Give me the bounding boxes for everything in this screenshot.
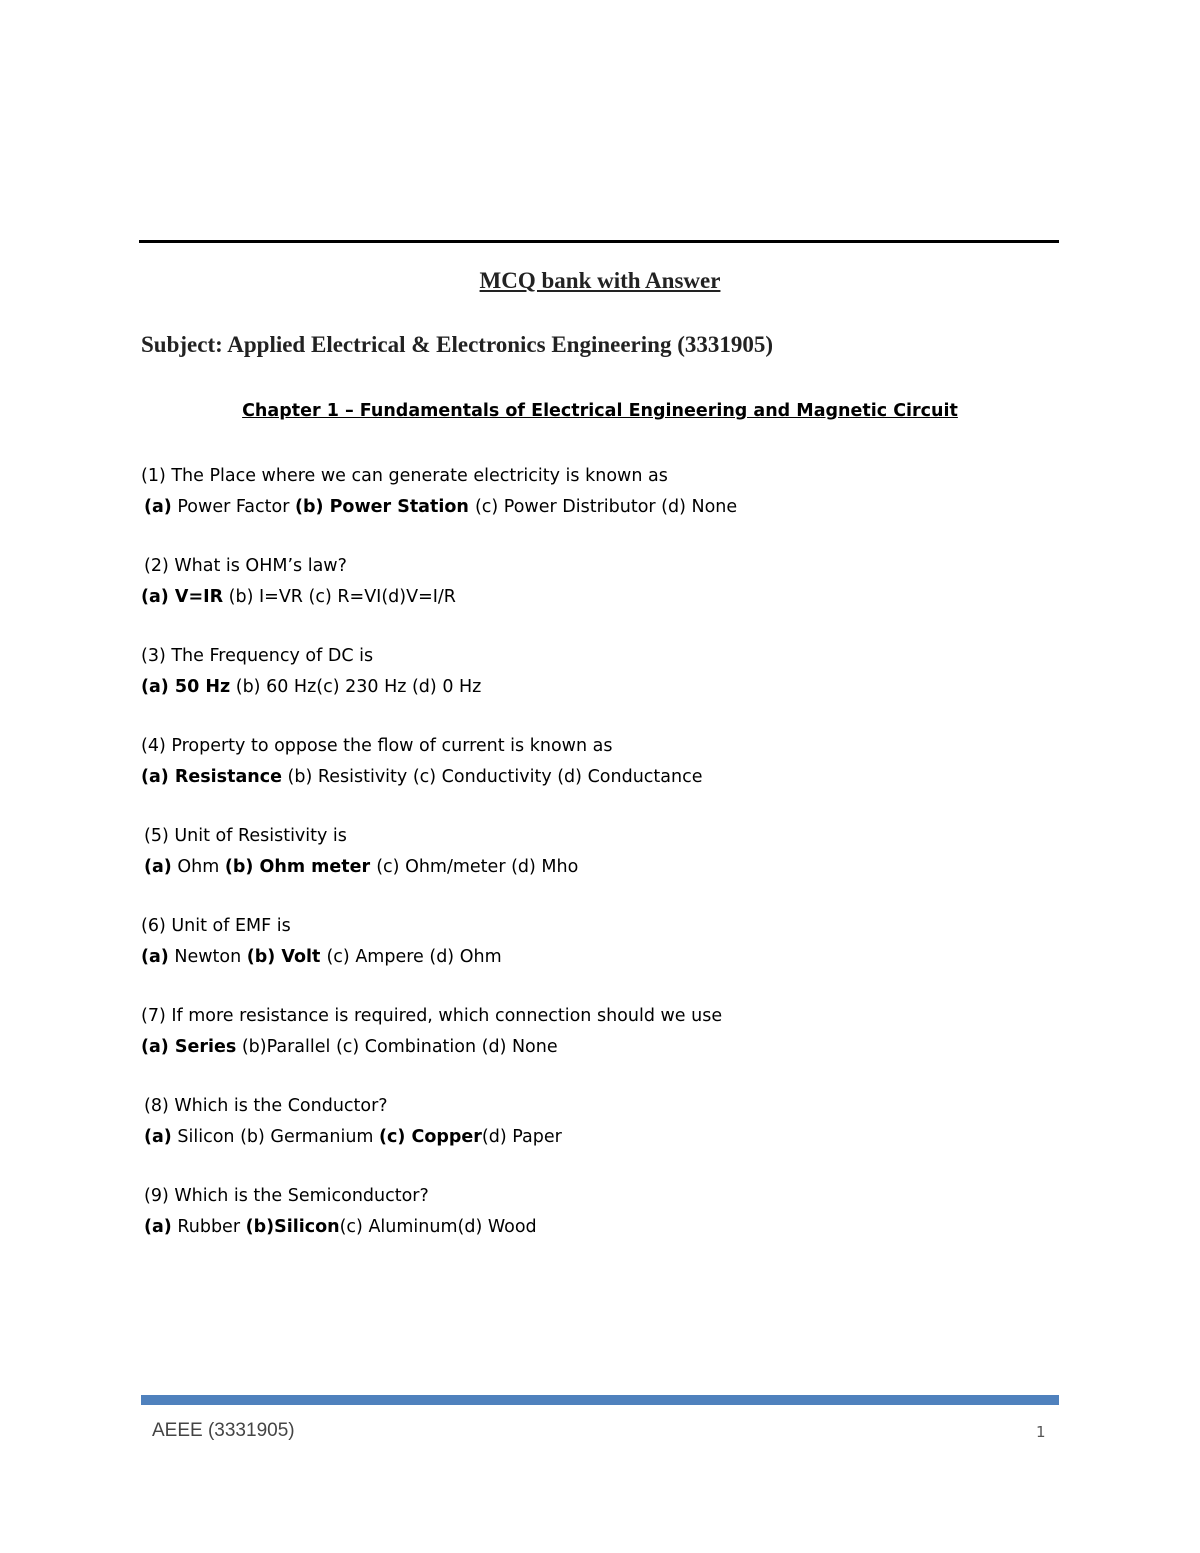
question-list (141, 461, 1041, 1271)
header-rule (139, 240, 1059, 243)
question-item (141, 821, 1041, 883)
option-label: (b) (245, 1217, 275, 1237)
correct-answer: Series (168, 1037, 237, 1057)
answer-options (141, 492, 1041, 523)
correct-answer: V=IR (168, 587, 224, 607)
option-text: I=VR (253, 587, 309, 607)
option-text: Conductivity (436, 767, 558, 787)
option-label: (a) (144, 1217, 172, 1237)
question-item (141, 461, 1041, 523)
option-label: (d) (411, 677, 437, 697)
answer-options (141, 852, 1041, 883)
footer-course-code: AEEE (3331905) (152, 1420, 295, 1441)
option-label: (c) (339, 1217, 363, 1237)
footer-bar (141, 1395, 1059, 1405)
option-text: Resistivity (312, 767, 413, 787)
option-label: (d) (557, 767, 582, 787)
option-label: (a) (141, 947, 169, 967)
correct-answer: Silicon (274, 1217, 340, 1237)
option-label: (d) (511, 857, 536, 877)
option-text: Silicon (171, 1127, 241, 1147)
option-label: (b) (246, 947, 276, 967)
question-item (141, 641, 1041, 703)
option-label: (a) (144, 1127, 172, 1147)
option-label: (a) (141, 1037, 169, 1057)
option-label: (c) (308, 587, 332, 607)
option-text: None (685, 497, 738, 517)
option-text: Ohm (454, 947, 502, 967)
answer-options (141, 762, 1041, 793)
option-text: 230 Hz (339, 677, 412, 697)
option-label: (a) (141, 587, 169, 607)
option-text: 60 Hz (260, 677, 317, 697)
option-label: (a) (144, 497, 172, 517)
question-text: (9) Which is the Semiconductor? (144, 1186, 429, 1206)
option-label: (c) (412, 767, 437, 787)
question-text: (6) Unit of EMF is (141, 916, 291, 936)
option-text: Wood (482, 1217, 537, 1237)
answer-options (141, 1032, 1041, 1063)
option-label: (b) (281, 767, 313, 787)
option-label: (b) (224, 857, 254, 877)
answer-options (141, 942, 1041, 973)
option-text: Parallel (266, 1037, 336, 1057)
correct-answer: Ohm meter (253, 857, 377, 877)
question-text: (5) Unit of Resistivity is (144, 826, 347, 846)
option-text: Mho (535, 857, 579, 877)
option-label: (a) (141, 677, 169, 697)
option-label: (c) (326, 947, 350, 967)
document-title: MCQ bank with Answer (479, 268, 721, 293)
question-item (141, 551, 1041, 613)
option-label: (d) (481, 1127, 507, 1147)
answer-options (141, 672, 1041, 703)
correct-answer: Copper (405, 1127, 482, 1147)
option-label: (b) (230, 677, 261, 697)
option-label: (d) (457, 1217, 483, 1237)
option-label: (b) (223, 587, 254, 607)
option-label: (d) (381, 587, 407, 607)
option-label: (c) (474, 497, 499, 517)
option-text: Newton (168, 947, 247, 967)
option-label: (b) (294, 497, 324, 517)
option-text: V=I/R (406, 587, 456, 607)
option-label: (d) (429, 947, 455, 967)
answer-options (141, 582, 1041, 613)
correct-answer: Volt (275, 947, 327, 967)
option-label: (b) (236, 1037, 267, 1057)
question-text: (8) Which is the Conductor? (144, 1096, 388, 1116)
answer-options (141, 1212, 1041, 1243)
option-text: Germanium (264, 1127, 380, 1147)
option-label: (a) (141, 767, 169, 787)
chapter-heading: Chapter 1 – Fundamentals of Electrical Engineering and Magnetic Circuit (242, 401, 958, 421)
question-text: (1) The Place where we can generate electricity is known as (141, 466, 668, 486)
option-text: Paper (506, 1127, 562, 1147)
option-label: (b) (240, 1127, 265, 1147)
option-label: (d) (661, 497, 686, 517)
option-text: None (506, 1037, 558, 1057)
question-item (141, 911, 1041, 973)
subject-heading: Subject: Applied Electrical & Electronics Engineering (3331905) (141, 332, 774, 357)
option-text: Combination (359, 1037, 482, 1057)
option-text: Power Distributor (498, 497, 662, 517)
option-label: (c) (376, 857, 400, 877)
option-text: Aluminum (362, 1217, 458, 1237)
option-text: Ampere (349, 947, 430, 967)
option-label: (c) (316, 677, 340, 697)
question-text: (4) Property to oppose the flow of current is known as (141, 736, 613, 756)
question-item (141, 1181, 1041, 1243)
correct-answer: 50 Hz (168, 677, 231, 697)
option-text: Ohm/meter (399, 857, 512, 877)
correct-answer: Power Station (323, 497, 475, 517)
option-text: Rubber (171, 1217, 246, 1237)
option-label: (c) (335, 1037, 360, 1057)
question-text: (2) What is OHM’s law? (144, 556, 347, 576)
option-text: 0 Hz (436, 677, 482, 697)
page-number: 1 (1036, 1423, 1046, 1441)
option-label: (a) (144, 857, 172, 877)
question-item (141, 1001, 1041, 1063)
question-text: (7) If more resistance is required, which connection should we use (141, 1006, 723, 1026)
question-item (141, 731, 1041, 793)
option-text: Power Factor (171, 497, 295, 517)
option-label: (d) (481, 1037, 507, 1057)
question-item (141, 1091, 1041, 1153)
correct-answer: Resistance (168, 767, 282, 787)
question-text: (3) The Frequency of DC is (141, 646, 374, 666)
option-text: R=VI (331, 587, 382, 607)
option-text: Conductance (582, 767, 703, 787)
option-label: (c) (379, 1127, 406, 1147)
answer-options (141, 1122, 1041, 1153)
option-text: Ohm (171, 857, 225, 877)
